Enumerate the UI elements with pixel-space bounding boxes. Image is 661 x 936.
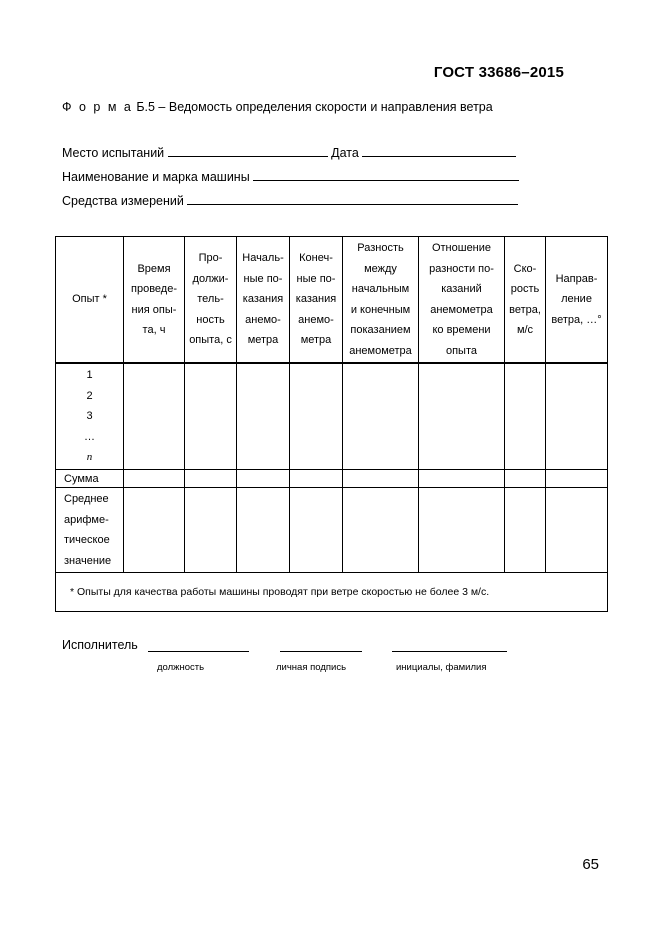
- column-header-line: Про-: [198, 252, 223, 265]
- column-header-1: [56, 237, 124, 364]
- machine-line: [62, 170, 519, 184]
- data-cell[interactable]: [185, 488, 237, 573]
- place-date-line: [62, 146, 516, 160]
- mean-row: [56, 488, 608, 573]
- column-header-line: казания: [295, 293, 337, 306]
- column-header-line: Направ-: [555, 272, 598, 285]
- column-header-line: Отношение: [431, 242, 492, 254]
- position-caption: должность: [157, 662, 205, 673]
- sum-row: [56, 470, 608, 488]
- column-header-line: м/с: [516, 324, 534, 336]
- data-cell[interactable]: [343, 488, 419, 573]
- wind-record-table: [55, 236, 608, 612]
- column-header-line: Время: [137, 262, 171, 275]
- data-cell[interactable]: [546, 470, 608, 488]
- data-cell[interactable]: [419, 470, 505, 488]
- column-header-3: [185, 237, 237, 364]
- column-header-line: Разность: [357, 242, 404, 254]
- form-title-text: Б.5 – Ведомость определения скорости и направления ветра: [132, 100, 493, 114]
- signature-blank[interactable]: [280, 651, 362, 652]
- column-header-line: Конеч-: [299, 252, 333, 265]
- data-cell[interactable]: [124, 488, 185, 573]
- mean-label-cell: [56, 488, 124, 573]
- column-header-line: начальным: [351, 283, 410, 295]
- instruments-blank[interactable]: [187, 194, 518, 205]
- data-cell[interactable]: [185, 470, 237, 488]
- data-cell[interactable]: [290, 488, 343, 573]
- mean-label-line: арифме-: [64, 513, 109, 526]
- data-cell[interactable]: [505, 488, 546, 573]
- executor-label: Исполнитель: [62, 638, 138, 652]
- mean-label-line: Среднее: [64, 493, 109, 505]
- column-header-line: метра: [300, 334, 332, 347]
- header-row: [56, 237, 608, 364]
- signature-caption: личная подпись: [276, 662, 347, 673]
- data-cell[interactable]: [546, 363, 608, 470]
- data-cell[interactable]: [505, 363, 546, 470]
- standard-designation: ГОСТ 33686–2015: [433, 64, 564, 81]
- column-header-line: ление: [561, 293, 592, 306]
- column-header-line: ветра, …°: [551, 313, 602, 326]
- data-cell[interactable]: [419, 363, 505, 470]
- column-header-line: и конечным: [350, 303, 411, 316]
- column-header-4: [237, 237, 290, 364]
- column-header-line: казаний: [441, 283, 482, 295]
- column-header-2: [124, 237, 185, 364]
- note-row: [56, 573, 608, 612]
- row-label-ellipsis: …: [84, 430, 95, 443]
- data-cell[interactable]: [546, 488, 608, 573]
- machine-label: Наименование и марка машины: [62, 170, 250, 184]
- data-cell[interactable]: [124, 363, 185, 470]
- date-blank[interactable]: [362, 146, 516, 157]
- column-header-line: Началь-: [242, 252, 284, 265]
- mean-label-line: тическое: [64, 534, 110, 546]
- row-label-1: 1: [86, 369, 93, 381]
- column-header-5: [290, 237, 343, 364]
- position-blank[interactable]: [148, 651, 249, 652]
- sum-label: Сумма: [56, 470, 124, 488]
- column-header-line: анемометра: [349, 344, 412, 357]
- page-number: 65: [582, 856, 599, 873]
- column-header-line: опыта: [445, 344, 477, 357]
- data-cell[interactable]: [124, 470, 185, 488]
- place-blank[interactable]: [168, 146, 328, 157]
- column-header-line: должи-: [192, 272, 229, 285]
- column-header-line: рость: [510, 283, 540, 295]
- column-header-line: Опыт *: [72, 293, 107, 306]
- column-header-line: анемометра: [430, 303, 493, 316]
- column-header-line: тель-: [197, 293, 224, 306]
- column-header-line: ность: [196, 313, 225, 326]
- instruments-line: [62, 194, 518, 208]
- name-blank[interactable]: [392, 651, 507, 652]
- data-cell[interactable]: [237, 363, 290, 470]
- machine-blank[interactable]: [253, 170, 519, 181]
- instruments-label: Средства измерений: [62, 194, 184, 208]
- data-cell[interactable]: [290, 470, 343, 488]
- column-header-line: проведе-: [131, 283, 177, 295]
- column-header-line: ные по-: [243, 272, 283, 285]
- data-cell[interactable]: [343, 363, 419, 470]
- row-labels-cell: [56, 363, 124, 470]
- data-cell[interactable]: [185, 363, 237, 470]
- column-header-line: показанием: [350, 324, 411, 336]
- column-header-line: та, ч: [142, 324, 166, 336]
- row-label-n: n: [86, 451, 93, 463]
- column-header-line: ко времени: [432, 324, 491, 336]
- date-label: Дата: [331, 146, 359, 160]
- table-footnote: * Опыты для качества работы машины проводят при ветре скоростью не более 3 м/с.: [56, 573, 608, 612]
- column-header-line: ные по-: [296, 272, 336, 285]
- row-label-2: 2: [86, 389, 93, 402]
- data-cell[interactable]: [505, 470, 546, 488]
- form-label: Ф о р м а: [62, 100, 133, 114]
- place-label: Место испытаний: [62, 146, 165, 160]
- data-cell[interactable]: [290, 363, 343, 470]
- column-header-line: Ско-: [513, 262, 537, 275]
- column-header-9: [546, 237, 608, 364]
- column-header-line: анемо-: [245, 313, 281, 326]
- mean-label-line: значение: [64, 554, 112, 567]
- column-header-line: разности по-: [429, 262, 494, 275]
- row-label-3: 3: [86, 410, 93, 422]
- column-header-8: [505, 237, 546, 364]
- column-header-6: [343, 237, 419, 364]
- form-title: [62, 100, 493, 114]
- data-cell[interactable]: [237, 488, 290, 573]
- column-header-7: [419, 237, 505, 364]
- column-header-line: ния опы-: [131, 303, 177, 316]
- column-header-line: опыта, с: [189, 334, 232, 347]
- data-cell[interactable]: [419, 488, 505, 573]
- name-caption: инициалы, фамилия: [396, 662, 487, 673]
- column-header-line: ветра,: [509, 303, 541, 316]
- data-cell[interactable]: [237, 470, 290, 488]
- column-header-line: между: [364, 262, 397, 275]
- column-header-line: казания: [242, 293, 284, 306]
- experiment-rows: [56, 363, 608, 470]
- column-header-line: метра: [247, 334, 279, 347]
- data-cell[interactable]: [343, 470, 419, 488]
- column-header-line: анемо-: [298, 313, 334, 326]
